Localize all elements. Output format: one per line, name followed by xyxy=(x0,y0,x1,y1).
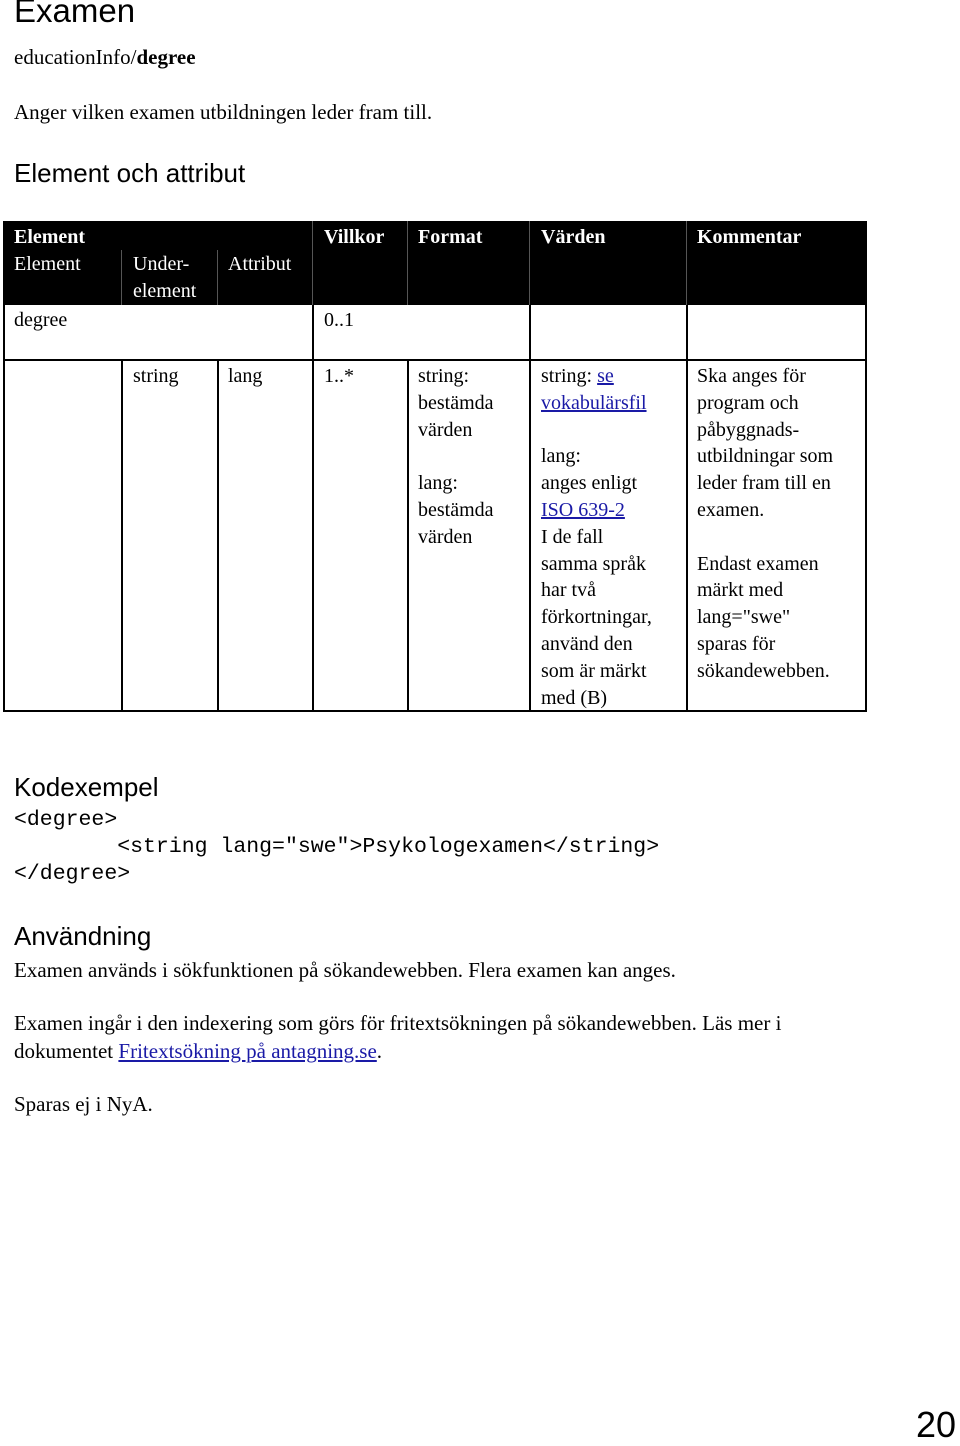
format-line: bestämda xyxy=(418,391,494,414)
section-heading-code: Kodexempel xyxy=(14,772,159,802)
section-heading-elements: Element och attribut xyxy=(14,158,246,188)
header-divider xyxy=(312,221,313,305)
header-sub-element: Element xyxy=(14,253,81,275)
col-divider xyxy=(686,359,688,712)
link-vokabularsfil[interactable]: vokabulärsfil xyxy=(541,391,647,414)
varden-lines-b xyxy=(541,524,652,712)
kommentar-line: leder fram till en xyxy=(697,472,831,495)
kommentar-line xyxy=(697,524,833,551)
cell-string-attribut: lang xyxy=(228,365,263,387)
usage-p2-prefix: dokumentet xyxy=(14,1039,119,1063)
cell-string-villkor: 1..* xyxy=(324,365,354,387)
header-varden: Värden xyxy=(541,226,606,248)
varden-line: använd den xyxy=(541,632,633,655)
header-format: Format xyxy=(418,226,483,248)
path-prefix: educationInfo/ xyxy=(14,45,137,69)
header-divider xyxy=(529,221,530,305)
format-line xyxy=(418,443,494,470)
col-divider xyxy=(686,305,688,359)
col-divider xyxy=(312,305,314,359)
varden-line xyxy=(541,363,652,390)
header-divider xyxy=(686,221,687,305)
varden-line xyxy=(541,417,652,444)
row-divider xyxy=(3,359,867,361)
varden-lines-a xyxy=(541,443,652,497)
usage-paragraph-3: Sparas ej i NyA. xyxy=(14,1092,153,1116)
kommentar-line: lang="swe" xyxy=(697,606,791,629)
usage-paragraph-2-line-2 xyxy=(14,1039,382,1064)
table-border-bottom xyxy=(3,710,867,712)
varden-line: I de fall xyxy=(541,525,604,548)
kommentar-line: märkt med xyxy=(697,579,784,602)
usage-paragraph-2-line-1: Examen ingår i den indexering som görs för fritextsökningen på sökandewebben. Läs mer i xyxy=(14,1011,782,1035)
cell-string-underelement: string xyxy=(133,365,179,387)
varden-line: lang: xyxy=(541,445,581,468)
col-divider xyxy=(529,305,531,359)
header-divider xyxy=(407,221,408,305)
varden-line: som är märkt xyxy=(541,659,647,682)
format-line: bestämda xyxy=(418,498,494,521)
link-iso-639-2[interactable]: ISO 639-2 xyxy=(541,498,625,521)
header-divider xyxy=(217,250,218,305)
kommentar-line: utbildningar som xyxy=(697,445,834,468)
page-title: Examen xyxy=(14,0,136,29)
link-se[interactable]: se xyxy=(597,365,614,387)
description: Anger vilken examen utbildningen leder fram till. xyxy=(14,100,433,124)
cell-degree-villkor: 0..1 xyxy=(324,309,354,331)
table-border-right xyxy=(865,221,867,712)
kommentar-line: Ska anges för xyxy=(697,365,806,387)
header-villkor: Villkor xyxy=(324,226,385,248)
header-divider xyxy=(121,250,122,305)
format-line: värden xyxy=(418,418,473,441)
header-under-element-1: Under- xyxy=(133,253,190,275)
varden-line: förkortningar, xyxy=(541,606,652,629)
kommentar-line: program och xyxy=(697,391,799,414)
code-line-3: </degree> xyxy=(14,862,131,886)
col-divider xyxy=(312,359,314,712)
kommentar-line: examen. xyxy=(697,498,765,521)
varden-line: anges enligt xyxy=(541,472,638,495)
code-line-1: <degree> xyxy=(14,808,118,832)
format-line: string: xyxy=(418,365,470,387)
format-line: lang: xyxy=(418,472,458,495)
header-attribut: Attribut xyxy=(228,253,292,275)
format-line: värden xyxy=(418,525,473,548)
header-under-element-2: element xyxy=(133,280,197,302)
section-heading-usage: Användning xyxy=(14,921,152,951)
col-divider xyxy=(121,359,123,712)
row-degree-bg xyxy=(3,305,867,361)
varden-prefix: string: xyxy=(541,365,598,387)
link-fritextsokning[interactable]: Fritextsökning på antagning.se xyxy=(118,1039,377,1063)
kommentar-line: Endast examen xyxy=(697,552,819,575)
table-border-left xyxy=(3,221,5,712)
varden-line xyxy=(541,390,652,417)
col-divider xyxy=(529,359,531,712)
element-path xyxy=(14,45,196,70)
col-divider xyxy=(407,359,409,712)
code-line-2: <string lang="swe">Psykologexamen</string> xyxy=(14,835,660,859)
col-divider xyxy=(217,359,219,712)
element-table xyxy=(3,221,867,712)
cell-degree-element: degree xyxy=(14,309,68,331)
varden-line: med (B) xyxy=(541,686,608,709)
cell-string-varden xyxy=(541,363,652,711)
page-number: 20 xyxy=(915,1404,956,1445)
header-kommentar: Kommentar xyxy=(697,226,802,248)
varden-line: har två xyxy=(541,579,596,602)
kommentar-line: sökandewebben. xyxy=(697,659,830,682)
cell-string-kommentar xyxy=(697,363,833,685)
usage-p2-suffix: . xyxy=(376,1039,383,1063)
path-element: degree xyxy=(136,45,196,69)
cell-string-format xyxy=(418,363,494,551)
header-element: Element xyxy=(14,226,86,248)
usage-paragraph-1: Examen används i sökfunktionen på sökandewebben. Flera examen kan anges. xyxy=(14,958,676,982)
kommentar-line: påbyggnads- xyxy=(697,418,800,441)
varden-line: samma språk xyxy=(541,552,646,575)
varden-line xyxy=(541,497,652,524)
kommentar-line: sparas för xyxy=(697,632,776,655)
